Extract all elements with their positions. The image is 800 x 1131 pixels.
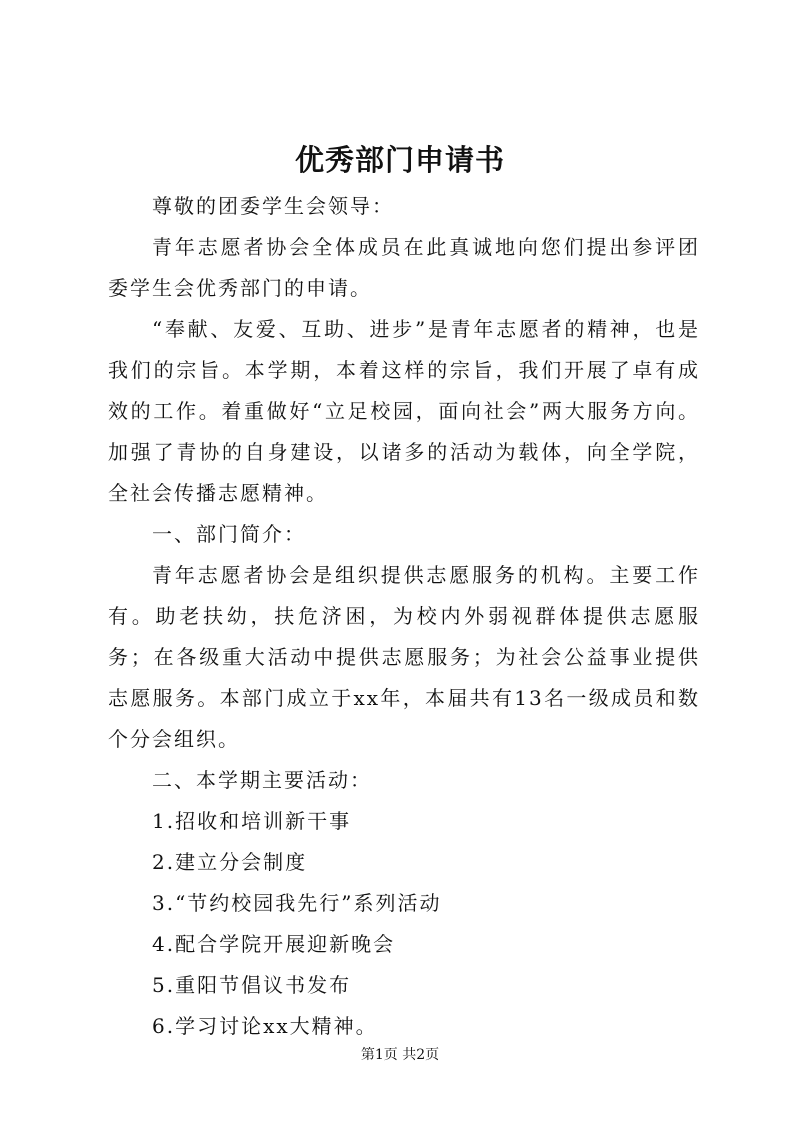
activity-list-item: 2.建立分会制度	[152, 850, 308, 874]
spirit-paragraph: “奉献、友爱、互助、进步”是青年志愿者的精神，也是我们的宗旨。本学期，本着这样的宗旨，我们开展了卓有成效的工作。着重做好“立足校园，面向社会”两大服务方向。加强了青协的自身建设，以诸多的活动为载体，向全学院，全社会传播志愿精神。	[108, 317, 700, 505]
page-number-footer: 第1页 共2页	[360, 1047, 440, 1063]
activity-list-item: 6.学习讨论xx大精神。	[152, 1014, 378, 1038]
document-title: 优秀部门申请书	[294, 143, 505, 177]
salutation: 尊敬的团委学生会领导：	[152, 194, 394, 218]
section-heading-main-activities: 二、本学期主要活动：	[152, 768, 372, 792]
activity-list-item: 4.配合学院开展迎新晚会	[152, 932, 396, 956]
document-body	[108, 186, 700, 1047]
activity-list-item: 1.招收和培训新干事	[152, 809, 352, 833]
activity-list-item: 3.“节约校园我先行”系列活动	[152, 891, 442, 915]
activity-list-item: 5.重阳节倡议书发布	[152, 973, 352, 997]
application-intro-paragraph: 青年志愿者协会全体成员在此真诚地向您们提出参评团委学生会优秀部门的申请。	[108, 235, 700, 300]
department-intro-paragraph: 青年志愿者协会是组织提供志愿服务的机构。主要工作有。助老扶幼，扶危济困，为校内外弱视群体提供志愿服务；在各级重大活动中提供志愿服务；为社会公益事业提供志愿服务。本部门成立于xx年，本届共有13名一级成员和数个分会组织。	[108, 563, 700, 751]
section-heading-department-intro: 一、部门简介：	[152, 522, 306, 546]
